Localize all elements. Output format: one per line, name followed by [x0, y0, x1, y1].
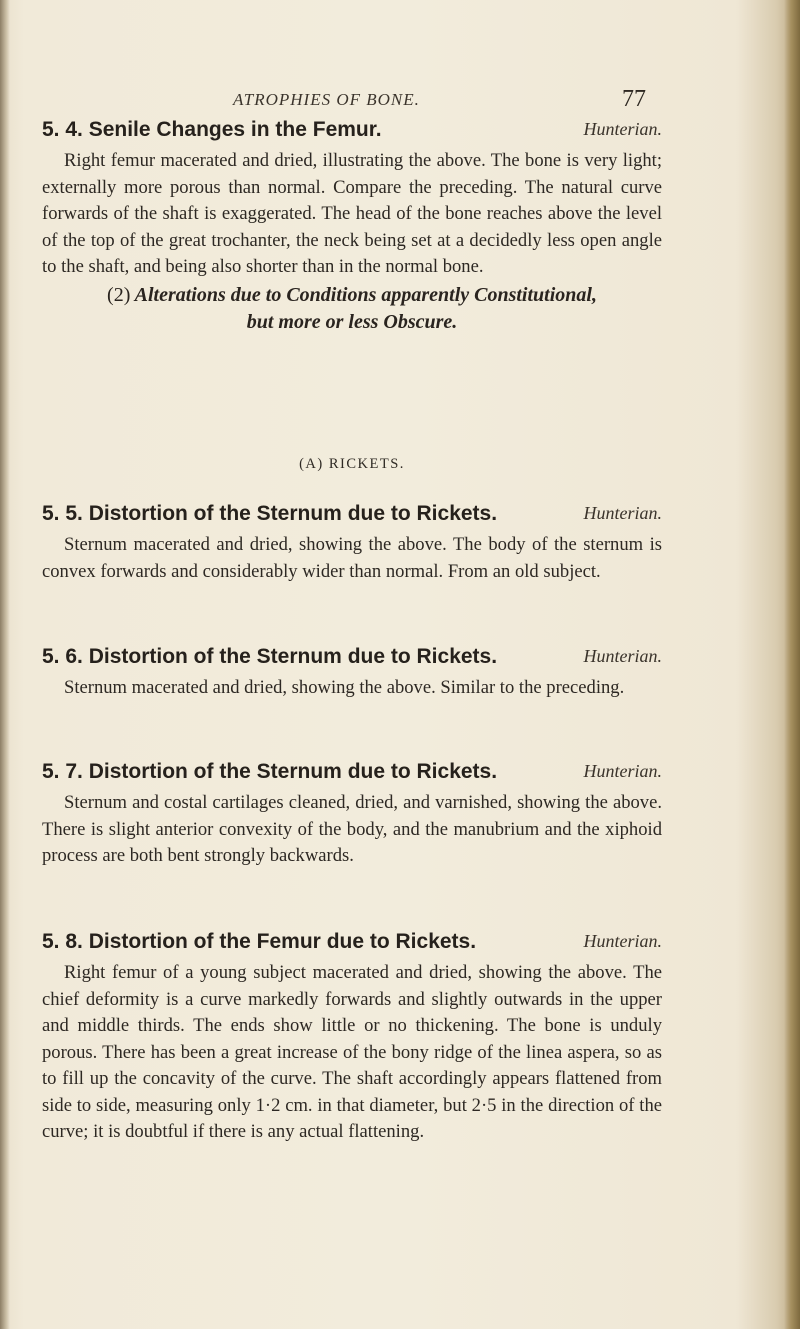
entry-heading: 5. 5. Distortion of the Sternum due to Rickets. [42, 502, 498, 525]
entry-head [42, 118, 662, 148]
section-number: (2) [107, 284, 131, 306]
entry-source: Hunterian. [583, 761, 662, 781]
entry-heading: 5. 6. Distortion of the Sternum due to Rickets. [42, 645, 498, 668]
entry-heading: 5. 8. Distortion of the Femur due to Rickets. [42, 930, 477, 953]
entry-head [42, 645, 662, 675]
section-heading [42, 282, 662, 336]
entry-description: Sternum macerated and dried, showing the above. The body of the sternum is convex forwards and considerably wider than normal. From an old subject. [42, 534, 662, 582]
entry-heading: 5. 4. Senile Changes in the Femur. [42, 118, 382, 141]
catalogue-entry-5-4 [42, 118, 662, 281]
entry-description: Right femur macerated and dried, illustrating the above. The bone is very light; externally more porous than normal. Compare the preceding. The natural curve forwards of the shaft is exaggerated. The head of the bone reaches above the level of the top of the great trochanter, the neck being set at a decidedly less open angle to the shaft, and being also shorter than in the normal bone. [42, 150, 662, 277]
catalogue-entry-5-7 [42, 760, 662, 870]
running-title: ATROPHIES OF BONE. [233, 90, 420, 109]
entry-description: Sternum macerated and dried, showing the above. Similar to the preceding. [64, 677, 625, 698]
entry-heading: 5. 7. Distortion of the Sternum due to Rickets. [42, 760, 498, 783]
entry-source: Hunterian. [583, 119, 662, 139]
page-edge-shadow [784, 0, 800, 1329]
entry-description: Right femur of a young subject macerated and dried, showing the above. The chief deformity is a curve markedly forwards and slightly outwards in the upper and middle thirds. The ends show little or no thickening. The bone is unduly porous. There has been a great increase of the bony ridge of the linea aspera, so as to fill up the concavity of the curve. The shaft accordingly appears flattened from side to side, measuring only 1·2 cm. in that diameter, but 2·5 in the direction of the curve; it is doubtful if there is any actual flattening. [42, 962, 662, 1142]
catalogue-entry-5-5 [42, 502, 662, 585]
catalogue-entry-5-8 [42, 930, 662, 1146]
section-title-line-1: Alterations due to Conditions apparently Constitutional, [134, 284, 597, 306]
entry-source: Hunterian. [583, 503, 662, 523]
entry-description: Sternum and costal cartilages cleaned, dried, and varnished, showing the above. There is slight anterior convexity of the body, and the manubrium and the xiphoid process are both bent strongly backwards. [42, 792, 662, 866]
page-gutter-shadow [0, 0, 10, 1329]
entry-head [42, 502, 662, 532]
section-title-line-2: but more or less Obscure. [246, 311, 458, 333]
catalogue-entry-5-6 [42, 645, 662, 702]
entry-head [42, 760, 662, 790]
entry-source: Hunterian. [583, 931, 662, 951]
entry-head [42, 930, 662, 960]
section-heading-line-1 [42, 282, 662, 309]
entry-source: Hunterian. [583, 646, 662, 666]
page-number: 77 [622, 86, 646, 112]
subsection-heading: (A) RICKETS. [299, 456, 405, 472]
